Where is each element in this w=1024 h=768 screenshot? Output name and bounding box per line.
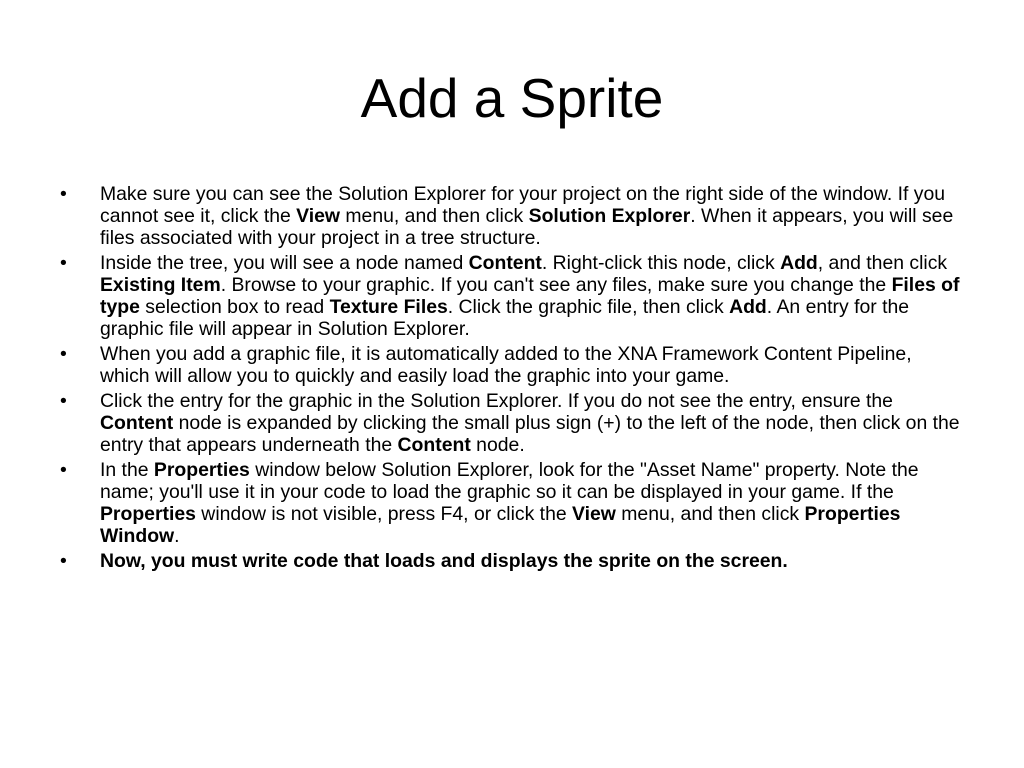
bold-term: View (296, 205, 341, 227)
bold-term: Add (780, 252, 818, 274)
bullet-item (60, 343, 965, 387)
text-segment: When you add a graphic file, it is automatically added to the XNA Framework Content Pipeline, which will allow you to quickly and easily load the graphic into your game. (100, 343, 912, 387)
bold-term: Texture Files (329, 296, 448, 318)
bold-term: Files of type (100, 274, 960, 318)
bullet-marker: • (60, 183, 67, 205)
bullet-item (60, 459, 965, 547)
bullet-marker: • (60, 550, 67, 572)
text-segment: . When it appears, you will see files associated with your project in a tree structure. (100, 205, 954, 249)
bullet-text (100, 390, 960, 456)
text-segment: Inside the tree, you will see a node named (100, 252, 469, 274)
bullet-marker: • (60, 252, 67, 274)
bold-term: Content (468, 252, 542, 274)
bullet-list (60, 183, 965, 575)
text-segment: In the (100, 459, 154, 481)
bullet-text (100, 459, 919, 547)
text-segment: menu, and then click (340, 205, 529, 227)
text-segment: , and then click (817, 252, 948, 274)
text-segment: window below Solution Explorer, look for the "Asset Name" property. Note the name; you'll use it in your code to load the graphic so it can be displayed in your game. If the (100, 459, 919, 503)
bullet-marker: • (60, 459, 67, 481)
bullet-text (100, 550, 788, 572)
bullet-text (100, 252, 959, 340)
bold-term: Content (100, 412, 174, 434)
text-segment: . Right-click this node, click (541, 252, 781, 274)
bold-term: Add (729, 296, 767, 318)
bullet-text (100, 183, 953, 249)
text-segment: node is expanded by clicking the small plus sign (+) to the left of the node, then click on the entry that appears underneath the (100, 412, 960, 456)
bold-term: Now, you must write code that loads and displays the sprite on the screen. (100, 550, 788, 572)
bold-term: Content (397, 434, 471, 456)
text-segment: Click the entry for the graphic in the Solution Explorer. If you do not see the entry, ensure the (100, 390, 893, 412)
slide-title: Add a Sprite (360, 67, 664, 129)
bullet-item (60, 550, 965, 572)
bullet-text (100, 343, 912, 387)
bullet-item (60, 183, 965, 249)
bold-term: Existing Item (100, 274, 221, 296)
text-segment: node. (470, 434, 525, 456)
text-segment: . Click the graphic file, then click (447, 296, 730, 318)
bullet-marker: • (60, 390, 67, 412)
text-segment: selection box to read (139, 296, 330, 318)
text-segment: window is not visible, press F4, or click the (195, 503, 573, 525)
bullet-item (60, 252, 965, 340)
bold-term: Properties (153, 459, 250, 481)
bold-term: View (572, 503, 616, 525)
text-segment: . (174, 525, 180, 547)
bold-term: Properties Window (100, 503, 901, 547)
bullet-item (60, 390, 965, 456)
bold-term: Solution Explorer (528, 205, 691, 227)
text-segment: . An entry for the graphic file will appear in Solution Explorer. (100, 296, 910, 340)
text-segment: Make sure you can see the Solution Explorer for your project on the right side of the window. If you cannot see it, click the (100, 183, 946, 227)
text-segment: menu, and then click (615, 503, 805, 525)
text-segment: . Browse to your graphic. If you can't see any files, make sure you change the (220, 274, 892, 296)
bold-term: Properties (100, 503, 196, 525)
bullet-marker: • (60, 343, 67, 365)
